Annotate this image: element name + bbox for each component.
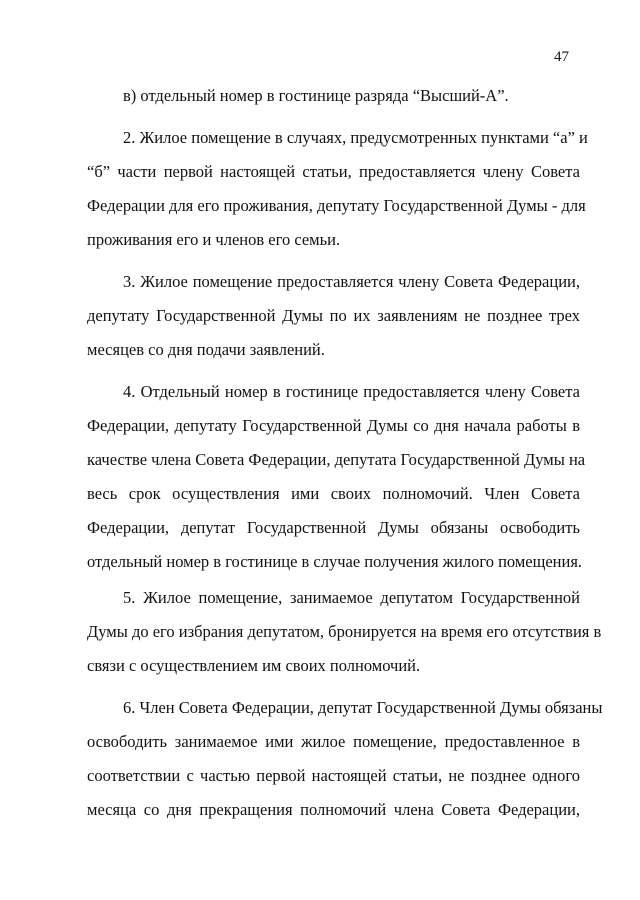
- text-line: в) отдельный номер в гостинице разряда “Высший-А”.: [123, 86, 509, 105]
- text-line: качестве члена Совета Федерации, депутата Государственной Думы на: [87, 450, 586, 469]
- text-line: Федерации, депутату Государственной Думы со дня начала работы в: [87, 416, 580, 435]
- text-line: освободить занимаемое ими жилое помещение, предоставленное в: [87, 732, 580, 751]
- text-line: 3. Жилое помещение предоставляется члену Совета Федерации,: [123, 272, 580, 291]
- text-line: проживания его и членов его семьи.: [87, 230, 341, 249]
- text-line: 2. Жилое помещение в случаях, предусмотренных пунктами “а” и: [123, 128, 588, 147]
- text-line: 5. Жилое помещение, занимаемое депутатом Государственной: [123, 588, 580, 607]
- text-line: связи с осуществлением им своих полномочий.: [87, 656, 421, 675]
- text-line: соответствии с частью первой настоящей статьи, не позднее одного: [87, 766, 580, 785]
- text-line: месяцев со дня подачи заявлений.: [87, 340, 325, 359]
- text-line: весь срок осуществления ими своих полномочий. Член Совета: [87, 484, 580, 503]
- text-line: месяца со дня прекращения полномочий члена Совета Федерации,: [87, 800, 580, 819]
- text-line: “б” части первой настоящей статьи, предоставляется члену Совета: [87, 162, 580, 181]
- text-line: 6. Член Совета Федерации, депутат Государственной Думы обязаны: [123, 698, 603, 717]
- text-line: депутату Государственной Думы по их заявлениям не позднее трех: [87, 306, 580, 325]
- text-line: Федерации, депутат Государственной Думы обязаны освободить: [87, 518, 580, 537]
- text-line: Федерации для его проживания, депутату Государственной Думы - для: [87, 196, 586, 215]
- text-line: отдельный номер в гостинице в случае получения жилого помещения.: [87, 552, 583, 571]
- text-line: Думы до его избрания депутатом, бронируется на время его отсутствия в: [87, 622, 602, 641]
- page-number: 47: [554, 49, 569, 65]
- text-line: 4. Отдельный номер в гостинице предоставляется члену Совета: [123, 382, 580, 401]
